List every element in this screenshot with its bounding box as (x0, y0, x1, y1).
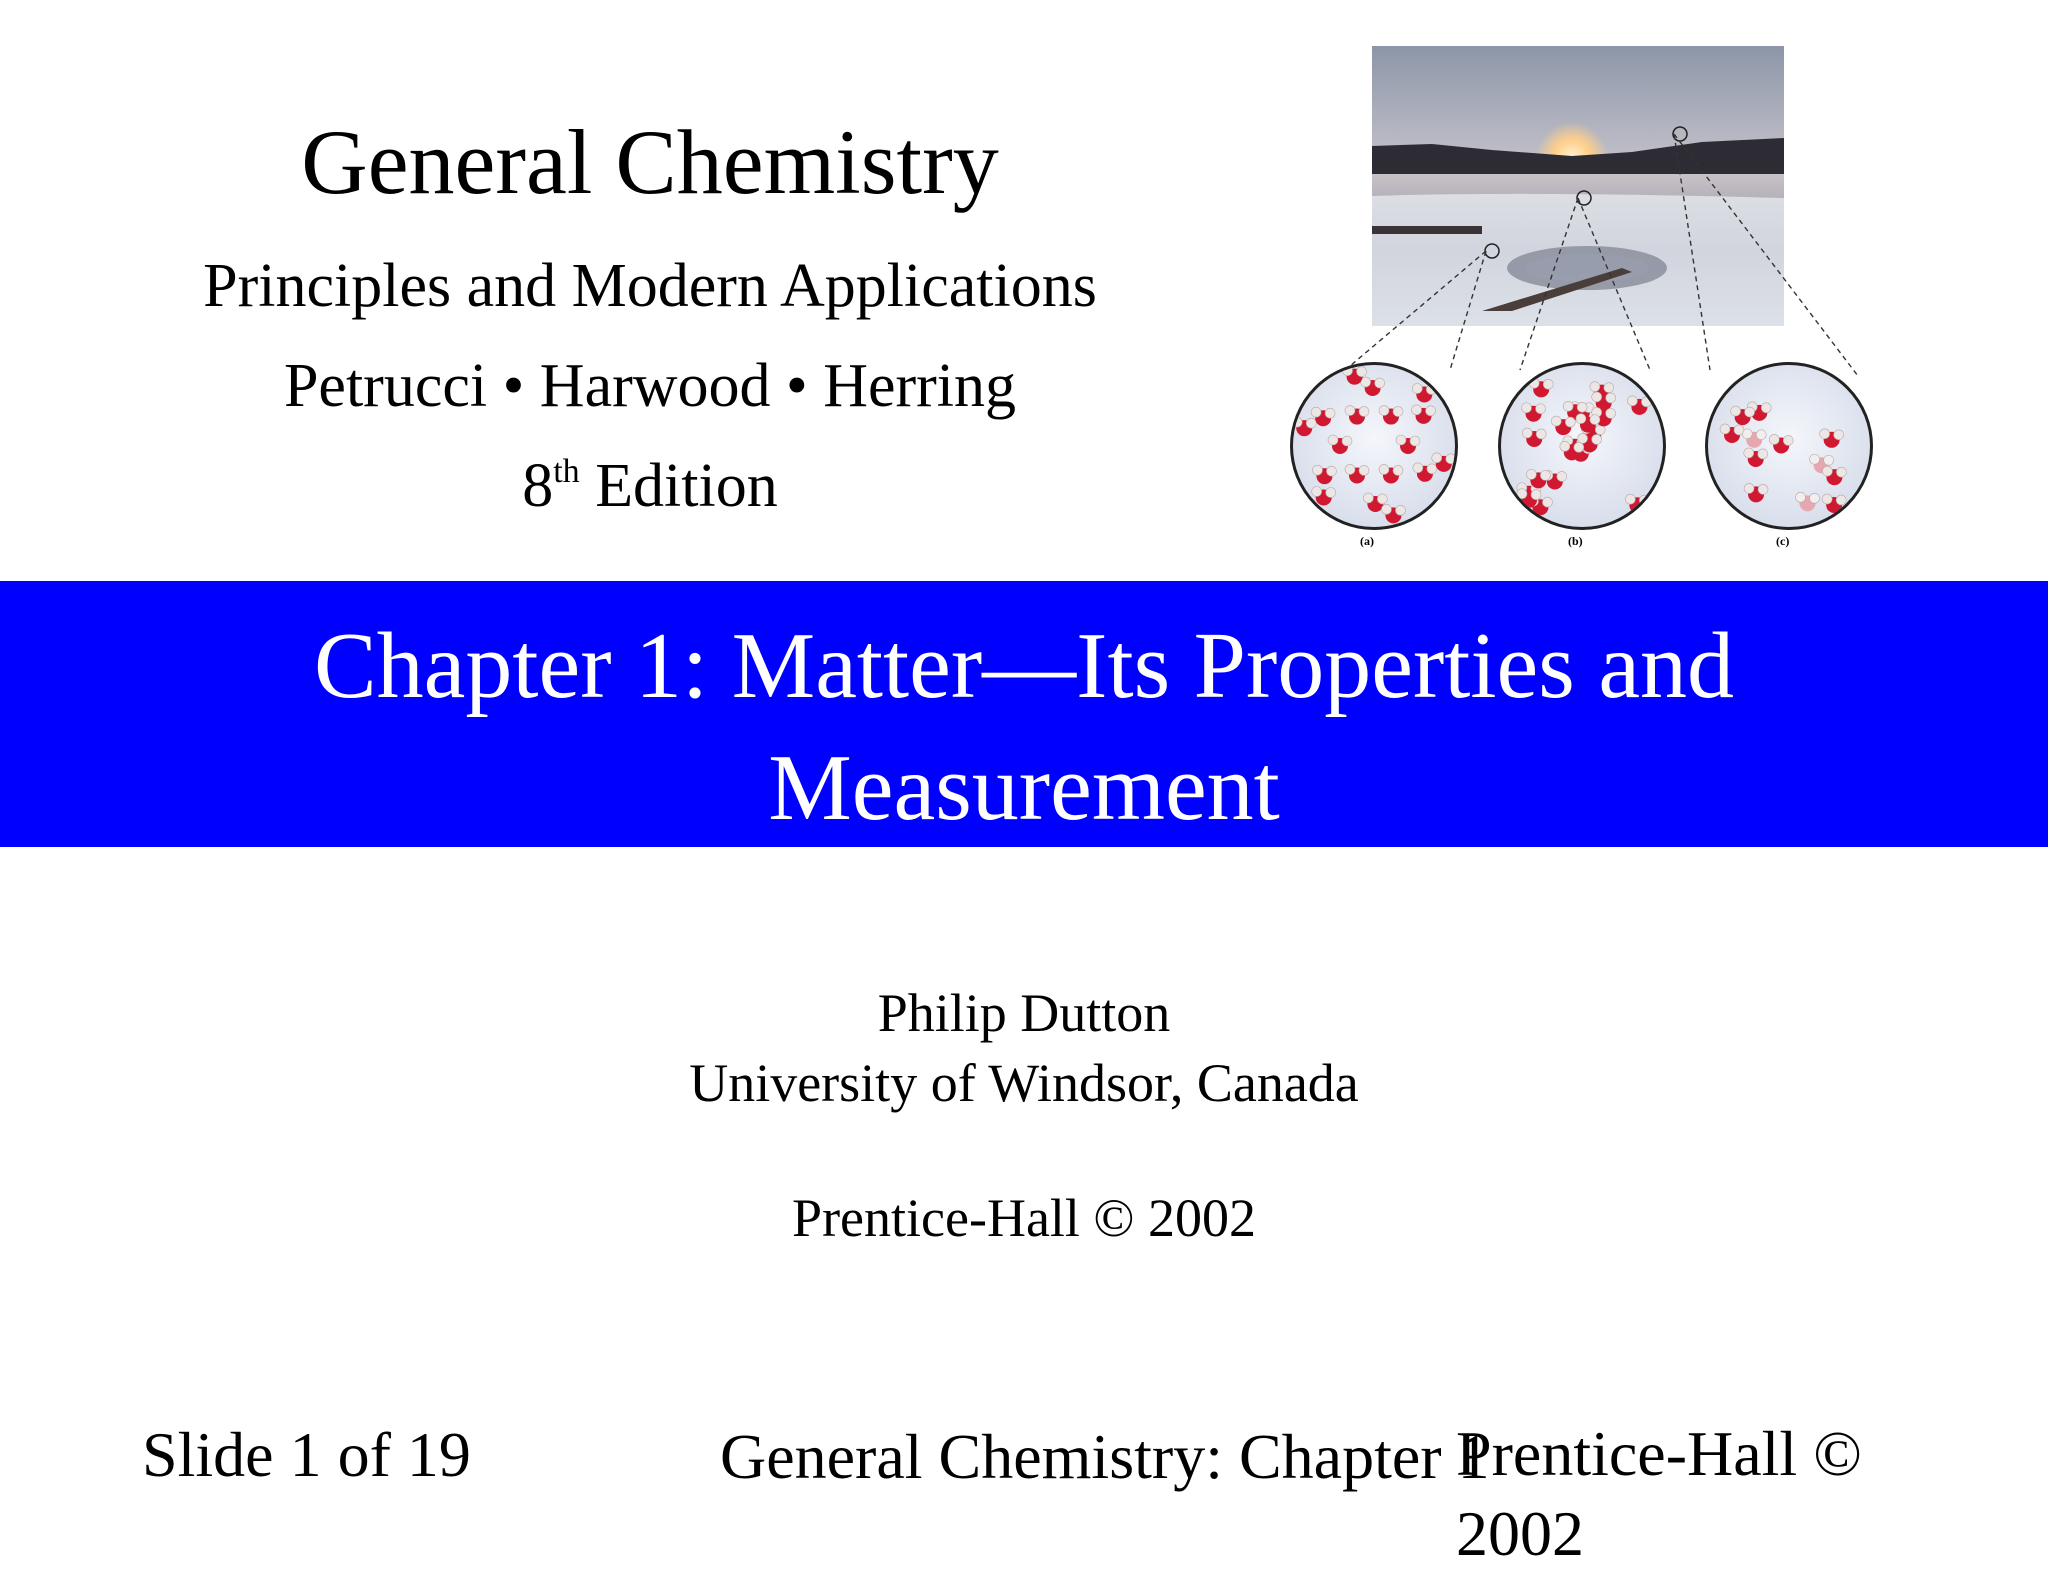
hydrogen-atom (1312, 487, 1322, 497)
hydrogen-atom (1543, 379, 1553, 389)
hydrogen-atom (1343, 366, 1353, 376)
hydrogen-atom (1540, 470, 1550, 480)
chapter-title-line1: Chapter 1: Matter—Its Properties and (313, 614, 1735, 718)
book-edition (150, 452, 1150, 520)
hydrogen-atom (1592, 434, 1602, 444)
hydrogen-atom (1542, 497, 1552, 507)
hydrogen-atom (1536, 404, 1546, 414)
hydrogen-atom (1836, 495, 1846, 505)
liquid-molecules-diagram (1501, 365, 1663, 527)
figure-label-c: (c) (1776, 534, 1790, 548)
slide-number: Slide 1 of 19 (142, 1419, 471, 1490)
book-authors: Petrucci • Harwood • Herring (283, 352, 1017, 420)
hydrogen-atom (1761, 403, 1771, 413)
ice-molecules-circle (1290, 362, 1458, 530)
hydrogen-atom (1395, 505, 1405, 515)
presenter-affiliation: University of Windsor, Canada (689, 1053, 1359, 1113)
book-title: General Chemistry (301, 111, 999, 213)
hydrogen-atom (1328, 435, 1338, 445)
hydrogen-atom (1576, 414, 1586, 424)
hydrogen-atom (1522, 428, 1532, 438)
hydrogen-atom (1822, 494, 1832, 504)
hydrogen-atom (1412, 383, 1422, 393)
hydrogen-atom (1744, 483, 1754, 493)
hydrogen-atom (1381, 504, 1391, 514)
water-phases-figure (1280, 40, 1880, 560)
hydrogen-atom (1627, 396, 1637, 406)
hydrogen-atom (1529, 378, 1539, 388)
hydrogen-atom (1377, 494, 1387, 504)
publisher-credit: Prentice-Hall © 2002 (792, 1188, 1256, 1248)
hydrogen-atom (1526, 469, 1536, 479)
hydrogen-atom (1427, 464, 1437, 474)
liquid-water-molecules-circle (1498, 362, 1666, 530)
hydrogen-atom (1363, 493, 1373, 503)
hydrogen-atom (1426, 406, 1436, 416)
hydrogen-atom (1345, 406, 1355, 416)
edition-suffix: th (553, 453, 580, 490)
hydrogen-atom (1536, 429, 1546, 439)
hydrogen-atom (1522, 403, 1532, 413)
hydrogen-atom (1396, 435, 1406, 445)
chapter-title (0, 605, 2048, 849)
hydrogen-atom (1375, 378, 1385, 388)
hydrogen-atom (1393, 465, 1403, 475)
figure-label-b: (b) (1568, 534, 1583, 548)
hydrogen-atom (1393, 407, 1403, 417)
ice-molecules-diagram (1293, 365, 1455, 527)
hydrogen-atom (1578, 433, 1588, 443)
figure-label-a: (a) (1360, 534, 1374, 548)
hydrogen-atom (1734, 425, 1744, 435)
hydrogen-atom (1359, 465, 1369, 475)
hydrogen-atom (1379, 464, 1389, 474)
presenter-name: Philip Dutton (877, 983, 1171, 1043)
hydrogen-atom (1758, 449, 1768, 459)
hydrogen-atom (1312, 465, 1322, 475)
hydrogen-atom (1756, 430, 1766, 440)
hydrogen-atom (1565, 417, 1575, 427)
hydrogen-atom (1342, 436, 1352, 446)
hydrogen-atom (1824, 455, 1834, 465)
hydrogen-atom (1834, 430, 1844, 440)
vapor-molecules-circle (1705, 362, 1873, 530)
hydrogen-atom (1836, 467, 1846, 477)
hydrogen-atom (1604, 383, 1614, 393)
hydrogen-atom (1412, 405, 1422, 415)
hydrogen-atom (1326, 466, 1336, 476)
hydrogen-atom (1359, 407, 1369, 417)
hydrogen-atom (1574, 442, 1584, 452)
book-subtitle: Principles and Modern Applications (203, 252, 1097, 320)
hydrogen-atom (1590, 415, 1600, 425)
hydrogen-atom (1822, 466, 1832, 476)
hydrogen-atom (1731, 406, 1741, 416)
hydrogen-atom (1606, 408, 1616, 418)
hydrogen-atom (1325, 408, 1335, 418)
hydrogen-atom (1446, 454, 1455, 464)
chapter-title-line2: Measurement (768, 736, 1280, 840)
hydrogen-atom (1410, 436, 1420, 446)
hydrogen-atom (1641, 397, 1651, 407)
footer-title: General Chemistry: Chapter 1 (720, 1421, 1490, 1492)
hydrogen-atom (1577, 402, 1587, 412)
hydrogen-atom (1606, 393, 1616, 403)
hydrogen-atom (1810, 454, 1820, 464)
footer-copyright (1456, 1414, 1926, 1574)
hydrogen-atom (1720, 424, 1730, 434)
hydrogen-atom (1745, 407, 1755, 417)
hydrogen-atom (1810, 493, 1820, 503)
hydrogen-atom (1557, 471, 1567, 481)
hydrogen-atom (1563, 401, 1573, 411)
footer-copyright-line2: 2002 (1456, 1498, 1584, 1569)
hydrogen-atom (1326, 488, 1336, 498)
hydrogen-atom (1357, 367, 1367, 377)
hydrogen-atom (1551, 416, 1561, 426)
vapor-molecules-diagram (1708, 365, 1870, 527)
hydrogen-atom (1379, 406, 1389, 416)
hydrogen-atom (1517, 489, 1527, 499)
footer-copyright-line1: Prentice-Hall © (1456, 1418, 1862, 1489)
hydrogen-atom (1413, 463, 1423, 473)
edition-word: Edition (595, 452, 778, 520)
hydrogen-atom (1560, 441, 1570, 451)
hydrogen-atom (1345, 464, 1355, 474)
hydrogen-atom (1306, 418, 1316, 428)
hydrogen-atom (1758, 484, 1768, 494)
hydrogen-atom (1796, 492, 1806, 502)
hydrogen-atom (1531, 490, 1541, 500)
hydrogen-atom (1311, 407, 1321, 417)
hydrogen-atom (1820, 429, 1830, 439)
hydrogen-atom (1769, 434, 1779, 444)
hydrogen-atom (1744, 448, 1754, 458)
hydrogen-atom (1432, 453, 1442, 463)
hydrogen-atom (1590, 382, 1600, 392)
hydrogen-atom (1293, 417, 1302, 427)
hydrogen-atom (1625, 494, 1635, 504)
edition-number: 8 (522, 452, 554, 520)
hydrogen-atom (1592, 392, 1602, 402)
hydrogen-atom (1783, 435, 1793, 445)
